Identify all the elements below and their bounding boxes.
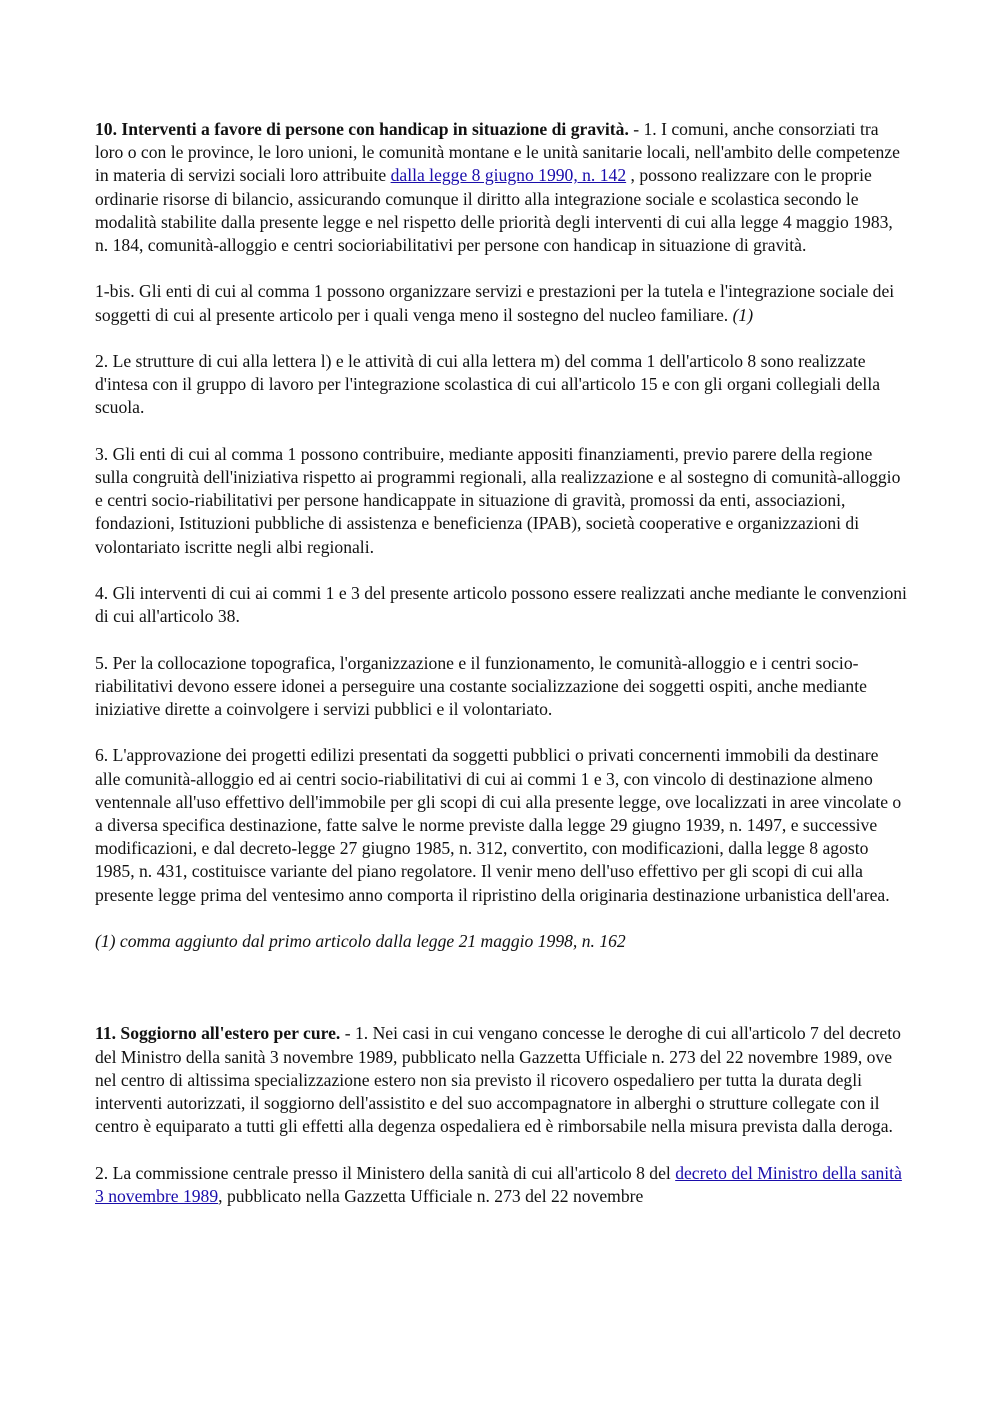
art11-title: 11. Soggiorno all'estero per cure.: [95, 1023, 341, 1044]
art10-comma-1-text: - 1. I comuni, anche consorziati tra loro o con le province, le loro unioni, le comunità montane e le unità sanitarie locali, nell'ambito delle competenze in materia di servizi sociali loro attribuite: [95, 119, 900, 186]
link-decreto-ministro-sanita[interactable]: decreto del Ministro della sanità 3 novembre 1989: [95, 1162, 902, 1206]
art10-comma-6: 6. L'approvazione dei progetti edilizi presentati da soggetti pubblici o privati concernenti immobili da destinare alle comunità-alloggio ed ai centri socio-riabilitativi di cui ai commi 1 e 3, con vincolo di destinazione almeno ventennale all'uso effettivo dell'immobile per gli scopi di cui alla presente legge, ove localizzati in aree vincolate o a diversa specifica destinazione, fatte salve le norme previste dalla legge 29 giugno 1939, n. 1497, e successive modificazioni, e dal decreto-legge 27 giugno 1985, n. 312, convertito, con modificazioni, dalla legge 8 agosto 1985, n. 431, costituisce variante del piano regolatore. Il venir meno dell'uso effettivo per gli scopi di cui alla presente legge prima del ventesimo anno comporta il ripristino della originaria destinazione urbanistica dell'area.: [95, 745, 902, 905]
art11-comma-1: [95, 1022, 907, 1138]
section-gap: [95, 976, 907, 1022]
footnote-ref: (1): [732, 304, 754, 325]
link-legge-142-1990[interactable]: dalla legge 8 giugno 1990, n. 142: [390, 165, 627, 186]
art10-comma-2: 2. Le strutture di cui alla lettera l) e le attività di cui alla lettera m) del comma 1 dell'articolo 8 sono realizzate d'intesa con il gruppo di lavoro per l'integrazione scolastica di cui all'articolo 15 e con gli organi collegiali della scuola.: [95, 351, 881, 418]
art10-comma-1bis: [95, 280, 907, 326]
art10-footnote: (1) comma aggiunto dal primo articolo dalla legge 21 maggio 1998, n. 162: [95, 931, 626, 951]
document-page: [95, 118, 907, 1231]
art10-comma-1-text-cont: , possono realizzare con le proprie ordinarie risorse di bilancio, assicurando comunque il diritto alla integrazione sociale e scolastica secondo le modalità stabilite dalla presente legge e nel rispetto delle priorità degli interventi di cui alla legge 4 maggio 1983, n. 184, comunità-alloggio e centri socioriabilitativi per persone con handicap in situazione di gravità.: [95, 165, 893, 256]
art10-comma-1: [95, 118, 907, 257]
art11-comma-2-text: 2. La commissione centrale presso il Ministero della sanità di cui all'articolo 8 del: [95, 1162, 676, 1183]
art11-comma-2: [95, 1162, 907, 1208]
art11-comma-2-text-cont: , pubblicato nella Gazzetta Ufficiale n. 273 del 22 novembre: [218, 1185, 644, 1206]
art10-comma-3: 3. Gli enti di cui al comma 1 possono contribuire, mediante appositi finanziamenti, previo parere della regione sulla congruità dell'iniziativa rispetto ai programmi regionali, alla realizzazione e al sostegno di comunità-alloggio e centri socio-riabilitativi per persone handicappate in situazione di gravità, promossi da enti, associazioni, fondazioni, Istituzioni pubbliche di assistenza e beneficienza (IPAB), società cooperative e organizzazioni di volontariato iscritte negli albi regionali.: [95, 443, 901, 557]
art11-comma-1-text: - 1. Nei casi in cui vengano concesse le deroghe di cui all'articolo 7 del decreto del Ministro della sanità 3 novembre 1989, pubblicato nella Gazzetta Ufficiale n. 273 del 22 novembre 1989, ove nel centro di altissima specializzazione estero non sia previsto il ricovero ospedaliero per tutta la durata degli interventi autorizzati, il soggiorno dell'assistito e del suo accompagnatore in alberghi o strutture collegate con il centro è equiparato a tutti gli effetti alla degenza ospedaliera ed è rimborsabile nella misura prevista dalla deroga.: [95, 1023, 901, 1137]
art10-comma-5: 5. Per la collocazione topografica, l'organizzazione e il funzionamento, le comunità-alloggio e i centri socio-riabilitativi devono essere idonei a perseguire una costante socializzazione dei soggetti ospiti, anche mediante iniziative dirette a coinvolgere i servizi pubblici e il volontariato.: [95, 652, 867, 719]
art10-title: 10. Interventi a favore di persone con handicap in situazione di gravità.: [95, 119, 629, 139]
art10-comma-1bis-text: 1-bis. Gli enti di cui al comma 1 possono organizzare servizi e prestazioni per la tutela e l'integrazione sociale dei soggetti di cui al presente articolo per i quali venga meno il sostegno del nucleo familiare.: [95, 281, 895, 325]
art10-comma-4: 4. Gli interventi di cui ai commi 1 e 3 del presente articolo possono essere realizzati anche mediante le convenzioni di cui all'articolo 38.: [95, 583, 907, 627]
